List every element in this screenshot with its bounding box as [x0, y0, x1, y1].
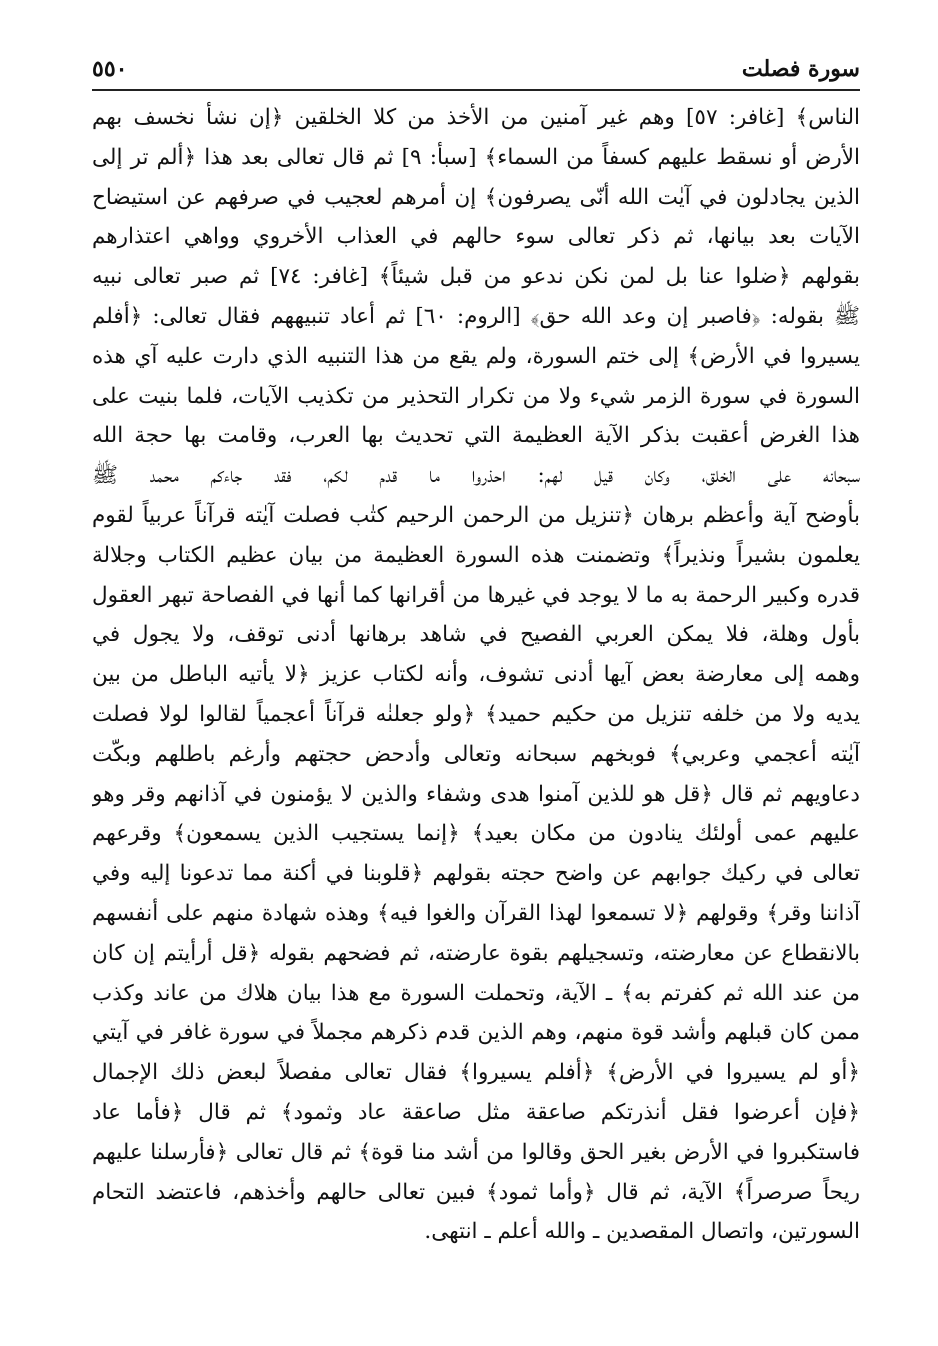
- page-number: ٥٥٠: [92, 56, 128, 82]
- text-line: تعالى في ركيك جوابهم عن واضح حجته بقولهم ﴿قلوبنا في أكنة مما تدعونا إليه وفي: [92, 861, 860, 887]
- text-line: ﴿أو لم يسيروا في الأرض﴾ ﴿أفلم يسيروا﴾ فقال تعالى مفصلاً لبعض ذلك الإجمال: [92, 1060, 860, 1086]
- page-header: [92, 52, 860, 88]
- text-line: فاستكبروا في الأرض بغير الحق وقالوا من أشد منا قوة﴾ ثم قال تعالى ﴿فأرسلنا عليهم: [92, 1139, 860, 1165]
- text-line: ﷺ بقوله: ﴿فاصبر إن وعد الله حق﴾ [الروم: ٦٠] ثم أعاد تنبيههم فقال تعالى: ﴿أفلم: [92, 303, 860, 329]
- text-line: الآيات بعد بيانها، ثم ذكر تعالى سوء حالهم في العذاب الأخروي وواهي اعتذارهم: [92, 224, 860, 250]
- body-text: [92, 98, 860, 1252]
- text-line: عليهم عمى أولئك ينادون من مكان بعيد﴾ ﴿إنما يستجيب الذين يسمعون﴾ وقرعهم: [92, 821, 860, 847]
- text-line: ممن كان قبلهم وأشد قوة منهم، وهم الذين قدم ذكرهم مجملاً في سورة غافر في آيتي: [92, 1020, 860, 1046]
- text-line: قدره وكبير الرحمة به ما لا يوجد في غيرها من أقرانها كما أنها في الفصاحة تبهر العقول: [92, 582, 860, 608]
- text-line: يعلمون بشيراً ونذيراً﴾ وتضمنت هذه السورة العظيمة من بيان عظيم الكتاب وجلالة: [92, 542, 860, 568]
- text-line: الأرض أو نسقط عليهم كسفاً من السماء﴾ [سبأ: ٩] ثم قال تعالى بعد هذا ﴿ألم تر إلى: [92, 144, 860, 170]
- text-line: الذين يجادلون في آيٰت الله أنّى يصرفون﴾ إن أمرهم لعجيب في صرفهم عن استيضاح: [92, 184, 860, 210]
- text-line: يديه ولا من خلفه تنزيل من حكيم حميد﴾ ﴿ولو جعلنٰه قرآناً أعجمياً لقالوا لولا فصلت: [92, 701, 860, 727]
- text-line: السورة في سورة الزمر شيء ولا من تكرار التحذير من تكذيب الآيات، فلما بنيت على: [92, 383, 860, 409]
- text-line: سبحانه على الخلق، وكان قيل لهم: احذروا ما قدم لكم، فقد جاءكم محمد ﷺ: [92, 463, 860, 489]
- text-line: ريحاً صرصراً﴾ الآية، ثم قال ﴿وأما ثمود﴾ فبين تعالى حالهم وأخذهم، فاعتضد التحام: [92, 1179, 860, 1205]
- text-line: هذا الغرض أعقبت بذكر الآية العظيمة التي تحديث بها العرب، وقامت بها حجة الله: [92, 423, 860, 449]
- text-line: آيٰته أعجمي وعربي﴾ فوبخهم سبحانه وتعالى وأدحض حجتهم وأرغم باطلهم وبكّت: [92, 741, 860, 767]
- text-line: دعاويهم ثم قال ﴿قل هو للذين آمنوا هدى وشفاء والذين لا يؤمنون في آذانهم وقر وهو: [92, 781, 860, 807]
- surah-title: سورة فصلت: [741, 56, 860, 82]
- text-line: آذاننا وقر﴾ وقولهم ﴿لا تسمعوا لهذا القرآن والغوا فيه﴾ وهذه شهادة منهم على أنفسهم: [92, 900, 860, 926]
- text-line: بقولهم ﴿ضلوا عنا بل لمن نكن ندعو من قبل شيئاً﴾ [غافر: ٧٤] ثم صبر تعالى نبيه: [92, 264, 860, 290]
- text-line: بأوضح آية وأعظم برهان ﴿تنزيل من الرحمن الرحيم كتٰب فصلت آيٰته قرآناً عربياً لقوم: [92, 502, 860, 528]
- text-line: وهمه إلى معارضة بعض آيها أدنى تشوف، وأنه لكتاب عزيز ﴿لا يأتيه الباطل من بين: [92, 662, 860, 688]
- text-line: بالانقطاع عن معارضته، وتسجيلهم بقوة عارضته، ثم فضحهم بقوله ﴿قل أرأيتم إن كان: [92, 940, 860, 966]
- text-line: بأول وهلة، فلا يمكن العربي الفصيح في شاهد برهانها أدنى توقف، ولا يجول في: [92, 622, 860, 648]
- text-line: يسيروا في الأرض﴾ إلى ختم السورة، ولم يقع من هذا التنبيه الذي دارت عليه آي هذه: [92, 343, 860, 369]
- text-line: ﴿فإن أعرضوا فقل أنذرتكم صاعقة مثل صاعقة عاد وثمود﴾ ثم قال ﴿فأما عاد: [92, 1099, 860, 1125]
- text-line: من عند الله ثم كفرتم به﴾ ـ الآية، وتحملت السورة مع هذا بيان هلاك من عاند وكذب: [92, 980, 860, 1006]
- text-line: الناس﴾ [غافر: ٥٧] وهم غير آمنين من الأخذ من كلا الخلقين ﴿إن نشأ نخسف بهم: [92, 105, 860, 130]
- header-divider: [92, 89, 860, 91]
- text-line: السورتين، واتصال المقصدين ـ والله أعلم ـ انتهى.: [424, 1219, 860, 1245]
